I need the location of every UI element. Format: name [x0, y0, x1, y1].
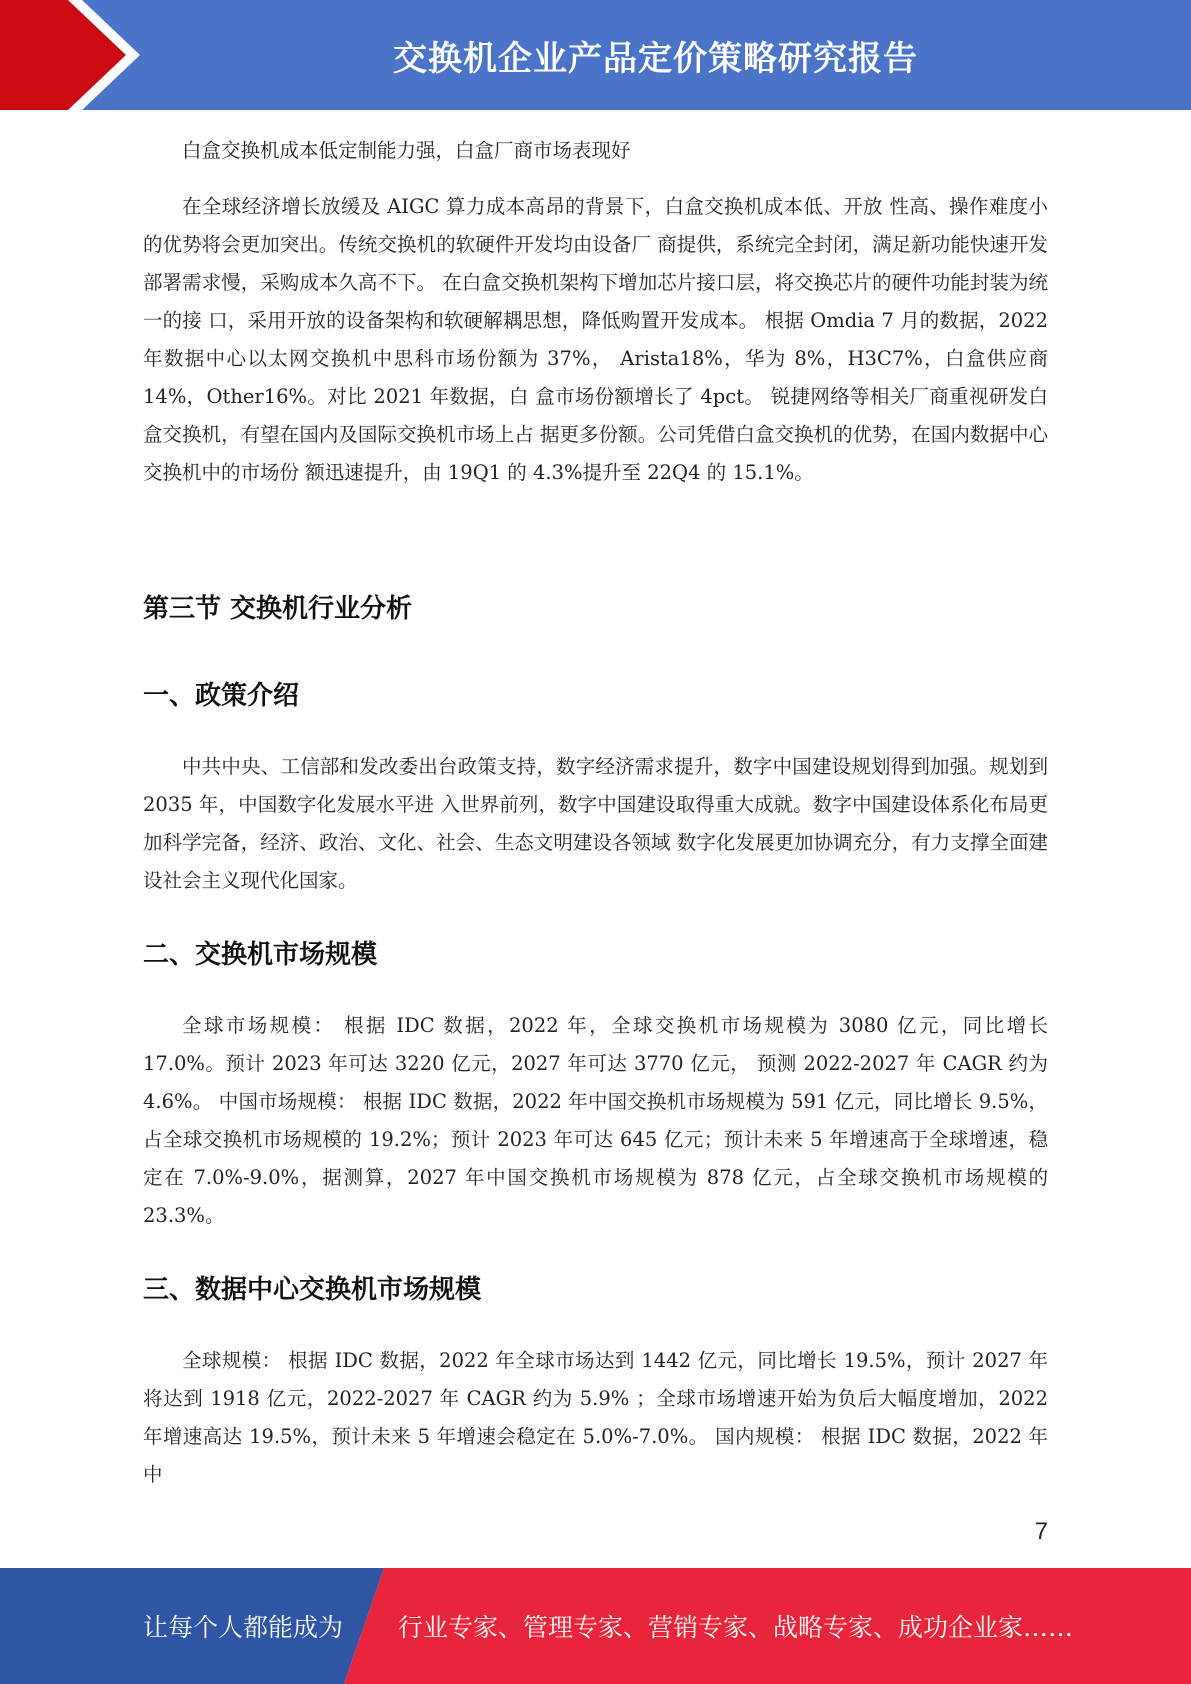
heading-policy: 一、政策介绍 — [143, 681, 300, 711]
page-number: 7 — [1034, 1518, 1048, 1545]
document-body — [143, 130, 1048, 1494]
paragraph-datacenter-market: 全球规模： 根据 IDC 数据，2022 年全球市场达到 1442 亿元，同比增长 19.5%，预计 2027 年将达到 1918 亿元，2022-2027 年 CAGR 约为 5.9% ；全球市场增速开始为负后大幅度增加，2022 年增速高达 19.5%，预计未来 5 年增速会稳定在 5.0%-7.0%。 国内规模： 根据 IDC 数据，2022 年中 — [143, 1349, 1048, 1486]
heading-datacenter-market: 三、数据中心交换机市场规模 — [143, 1275, 482, 1305]
footer-slogan-left: 让每个人都能成为 — [143, 1613, 344, 1642]
document-title: 交换机企业产品定价策略研究报告 — [393, 38, 918, 79]
paragraph-market-size: 全球市场规模： 根据 IDC 数据，2022 年，全球交换机市场规模为 3080 亿元，同比增长 17.0%。预计 2023 年可达 3220 亿元，2027 年可达 3770 亿元， 预测 2022-2027 年 CAGR 约为 4.6%。 中国市场规模： 根据 IDC 数据，2022 年中国交换机市场规模为 591 亿元，同比增长 9.5%，占全球交换机市场规模的 19.2%；预计 2023 年可达 645 亿元；预计未来 5 年增速高于全球增速，稳定在 7.0%-9.0%，据测算，2027 年中国交换机市场规模为 878 亿元，占全球交换机市场规模的 23.3%。 — [143, 1014, 1048, 1227]
section-title: 第三节 交换机行业分析 — [143, 594, 413, 624]
lead-line: 白盒交换机成本低定制能力强，白盒厂商市场表现好 — [182, 139, 631, 162]
page-footer — [0, 1568, 1191, 1684]
paragraph-policy: 中共中央、工信部和发改委出台政策支持，数字经济需求提升，数字中国建设规划得到加强。规划到 2035 年，中国数字化发展水平进 入世界前列，数字中国建设取得重大成就。数字中国建设体系化布局更加科学完备，经济、政治、文化、社会、生态文明建设各领域 数字化发展更加协调充分，有力支撑全面建设社会主义现代化国家。 — [143, 755, 1048, 892]
footer-slogan-right: 行业专家、管理专家、营销专家、战略专家、成功企业家…… — [398, 1613, 1074, 1642]
page-header — [0, 0, 1191, 110]
paragraph-whitebox: 在全球经济增长放缓及 AIGC 算力成本高昂的背景下，白盒交换机成本低、开放 性高、操作难度小的优势将会更加突出。传统交换机的软硬件开发均由设备厂 商提供，系统完全封闭，满足新功能快速开发部署需求慢，采购成本久高不下。 在白盒交换机架构下增加芯片接口层，将交换芯片的硬件功能封装为统一的接 口，采用开放的设备架构和软硬解耦思想，降低购置开发成本。 根据 Omdia 7 月的数据，2022 年数据中心以太网交换机中思科市场份额为 37%， Arista18%，华为 8%，H3C7%，白盒供应商 14%，Other16%。对比 2021 年数据，白 盒市场份额增长了 4pct。 锐捷网络等相关厂商重视研发白盒交换机，有望在国内及国际交换机市场上占 据更多份额。公司凭借白盒交换机的优势，在国内数据中心交换机中的市场份 额迅速提升，由 19Q1 的 4.3%提升至 22Q4 的 15.1%。 — [143, 195, 1048, 484]
heading-market-size: 二、交换机市场规模 — [143, 940, 378, 970]
